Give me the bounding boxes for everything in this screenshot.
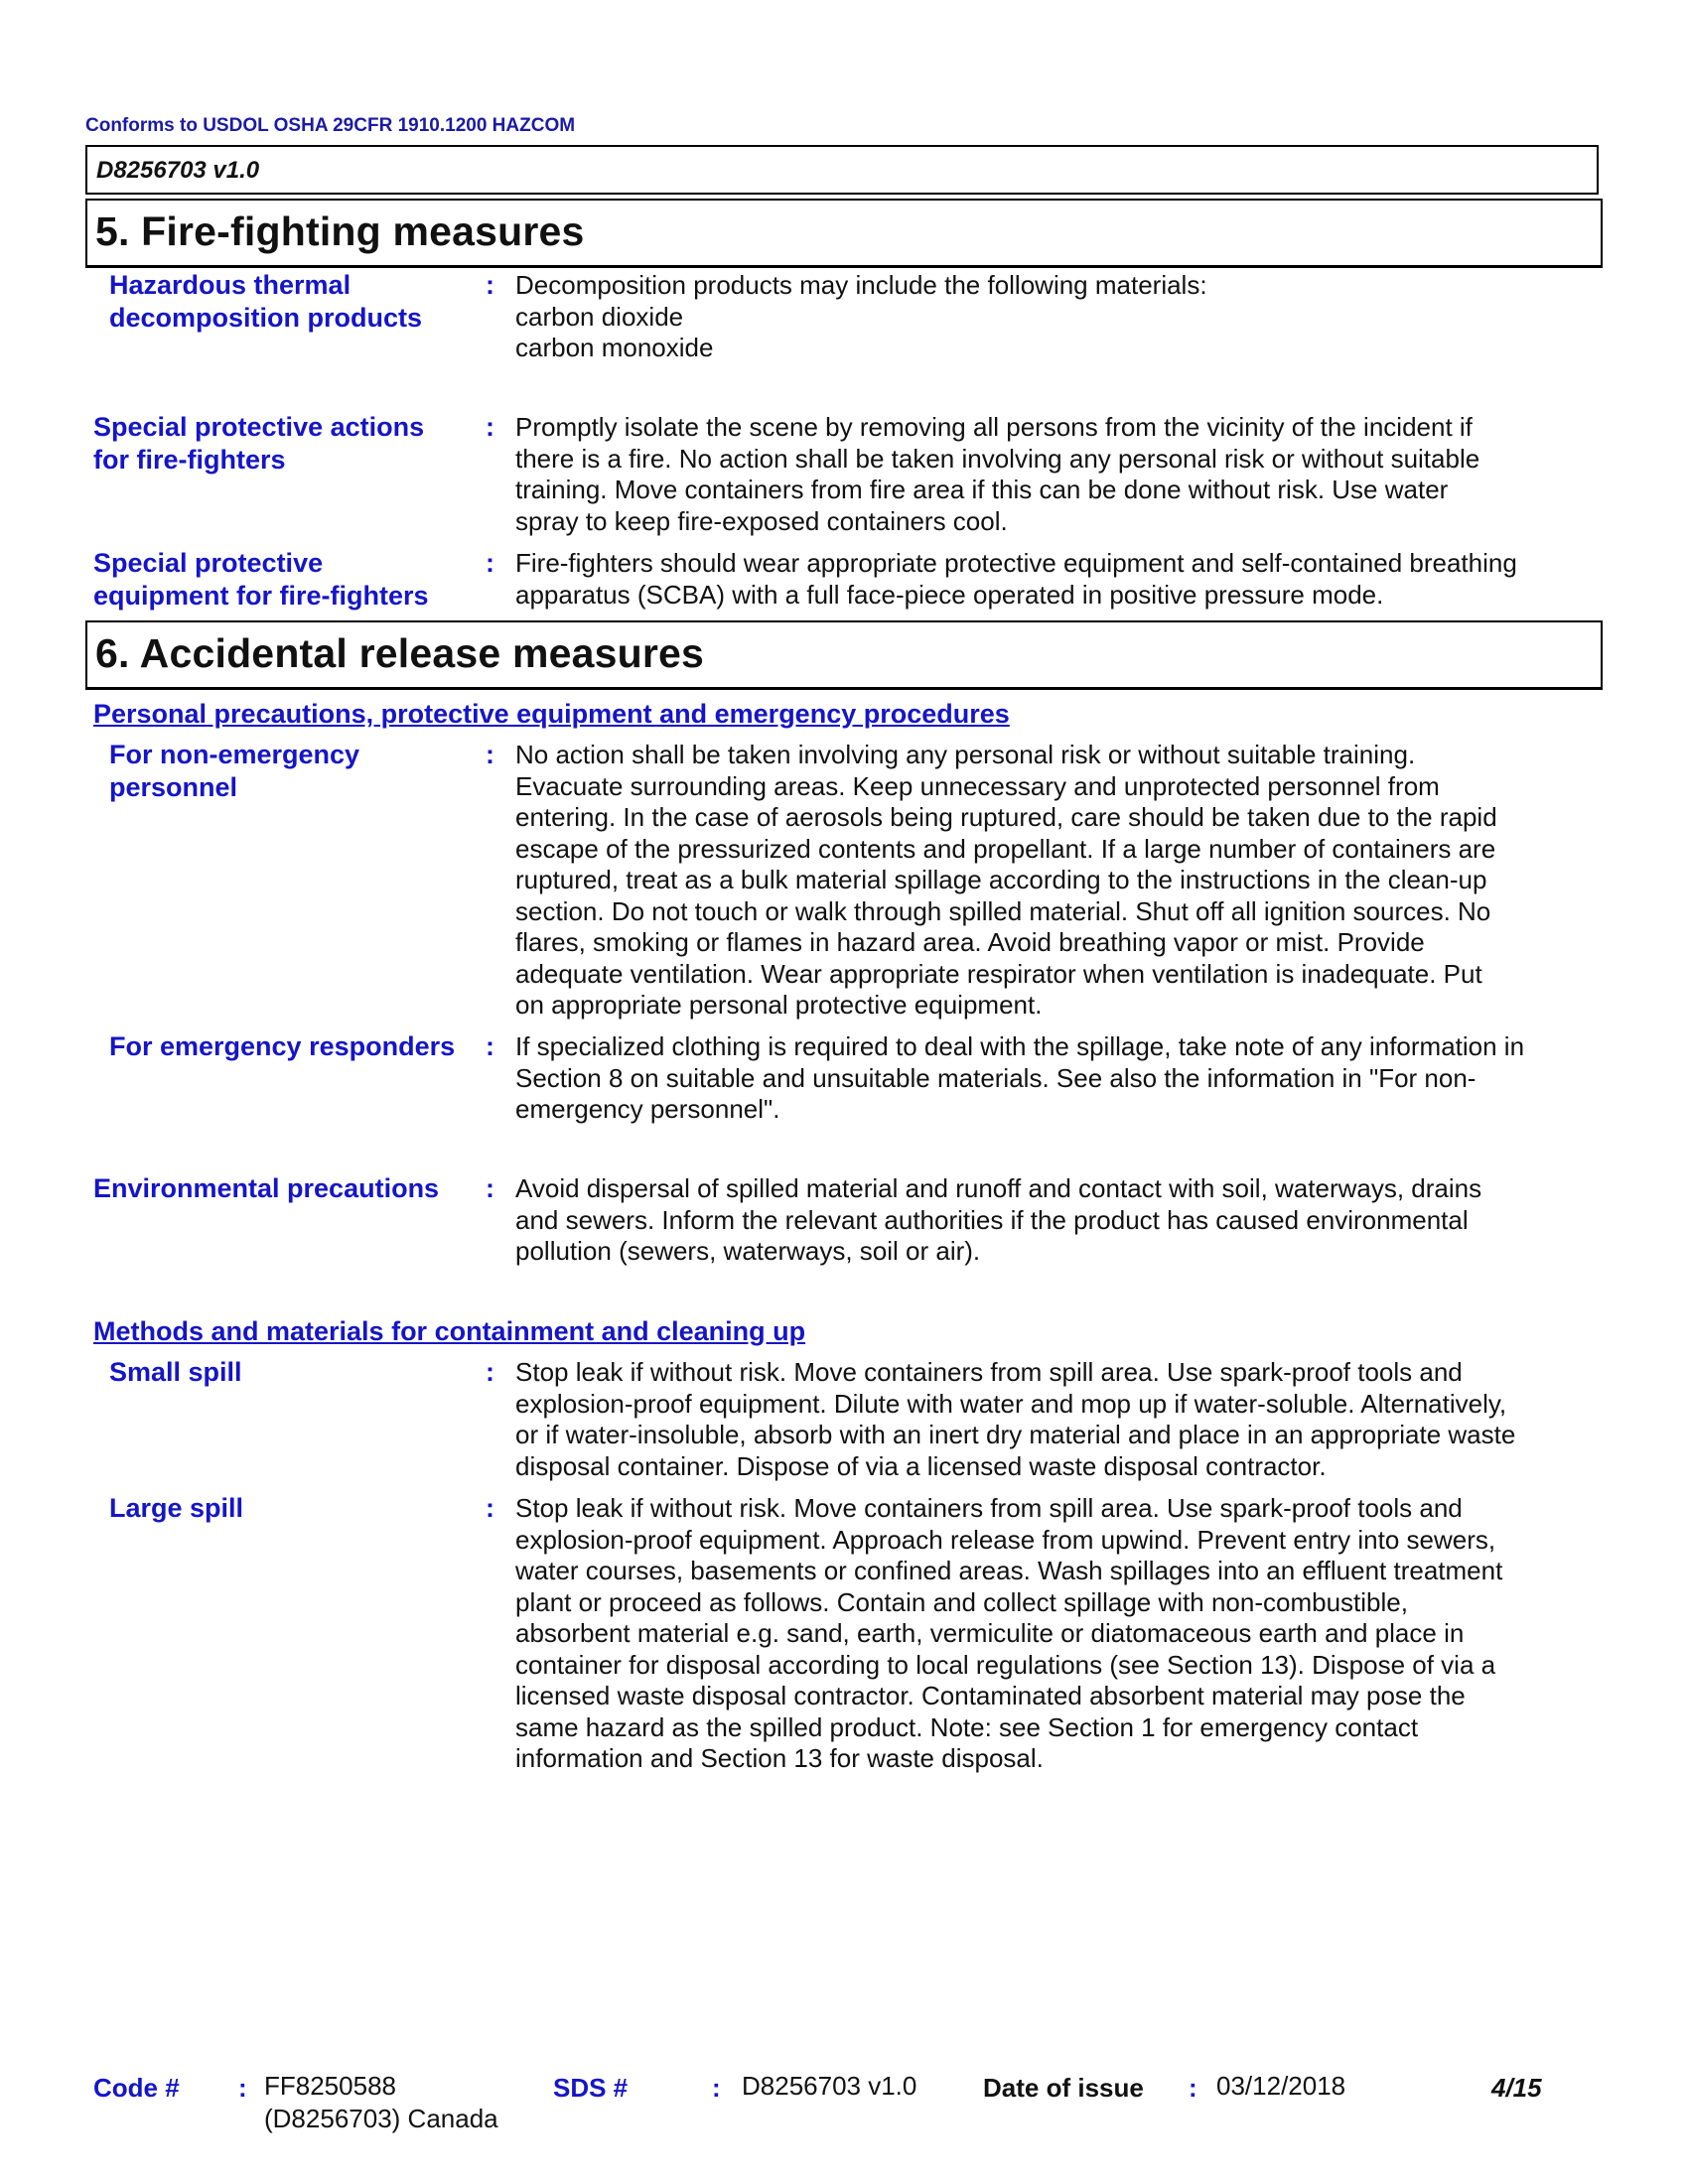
- colon: :: [1189, 2073, 1197, 2103]
- large-spill-value: Stop leak if without risk. Move containers from spill area. Use spark-proof tools and explosion-proof equipment. Approach release from upwind. Prevent entry into sewers, water courses, basements or confined areas. Wash spillages into an effluent treatment plant or proceed as follows. Contain and collect spillage with non-combustible, absorbent material e.g. sand, earth, vermiculite or diatomaceous earth and place in container for disposal according to local regulations (see Section 13). Dispose of via a licensed waste disposal contractor. Contaminated absorbent material may pose the same hazard as the spilled product. Note: see Section 1 for emergency contact information and Section 13 for waste disposal.: [515, 1493, 1503, 1773]
- footer-code-value: FF8250588 (D8256703) Canada: [264, 2071, 498, 2133]
- colon: :: [486, 1031, 494, 1061]
- conformance-statement: Conforms to USDOL OSHA 29CFR 1910.1200 HAZCOM: [85, 115, 576, 136]
- special-actions-label: Special protective actions for fire-fighters: [93, 412, 425, 475]
- footer-code-label: Code #: [93, 2073, 180, 2103]
- section-6-header: [85, 620, 1603, 690]
- colon: :: [238, 2073, 247, 2103]
- section-6-title: 6. Accidental release measures: [95, 630, 705, 676]
- colon: :: [486, 412, 494, 442]
- emergency-responders-label: For emergency responders: [109, 1031, 456, 1061]
- large-spill-label: Large spill: [109, 1493, 244, 1523]
- hazardous-decomposition-label: Hazardous thermal decomposition products: [109, 270, 423, 333]
- special-actions-value: Promptly isolate the scene by removing all persons from the vicinity of the incident if there is a fire. No action shall be taken involving any personal risk or without suitable training. Move containers from fire area if this can be done without risk. Use water spray to keep fire-exposed containers cool.: [515, 412, 1480, 536]
- section-5-header: [85, 199, 1603, 268]
- colon: :: [486, 270, 494, 300]
- non-emergency-value: No action shall be taken involving any personal risk or without suitable training. Evacuate surrounding areas. Keep unnecessary and unprotected personnel from entering. In the case of aerosols being ruptured, care should be taken due to the rapid escape of the pressurized contents and propellant. If a large number of containers are ruptured, treat as a bulk material spillage according to the instructions in the clean-up section. Do not touch or walk through spilled material. Shut off all ignition sources. No flares, smoking or flames in hazard area. Avoid breathing vapor or mist. Provide adequate ventilation. Wear appropriate respirator when ventilation is inadequate. Put on appropriate personal protective equipment.: [515, 740, 1497, 1020]
- colon: :: [486, 548, 494, 578]
- small-spill-label: Small spill: [109, 1357, 242, 1387]
- footer-date-value: 03/12/2018: [1216, 2071, 1346, 2101]
- non-emergency-label: For non-emergency personnel: [109, 740, 360, 802]
- personal-precautions-heading: Personal precautions, protective equipment and emergency procedures: [93, 699, 1010, 729]
- environmental-precautions-value: Avoid dispersal of spilled material and runoff and contact with soil, waterways, drains and sewers. Inform the relevant authorities if the product has caused environmental pollution (sewers, waterways, soil or air).: [515, 1173, 1482, 1266]
- environmental-precautions-label: Environmental precautions: [93, 1173, 440, 1203]
- section-5-title: 5. Fire-fighting measures: [95, 208, 585, 254]
- colon: :: [486, 1493, 494, 1523]
- special-equipment-value: Fire-fighters should wear appropriate protective equipment and self-contained breathing apparatus (SCBA) with a full face-piece operated in positive pressure mode.: [515, 548, 1517, 610]
- footer-sds-label: SDS #: [553, 2073, 629, 2103]
- small-spill-value: Stop leak if without risk. Move containers from spill area. Use spark-proof tools and explosion-proof equipment. Dilute with water and mop up if water-soluble. Alternatively, or if water-insoluble, absorb with an inert dry material and place in an appropriate waste disposal container. Dispose of via a licensed waste disposal contractor.: [515, 1357, 1516, 1481]
- colon: :: [486, 1357, 494, 1387]
- methods-heading: Methods and materials for containment and cleaning up: [93, 1316, 806, 1346]
- colon: :: [486, 740, 494, 769]
- special-equipment-label: Special protective equipment for fire-fighters: [93, 548, 429, 611]
- footer-date-label: Date of issue: [983, 2073, 1144, 2103]
- hazardous-decomposition-value: Decomposition products may include the following materials: carbon dioxide carbon monoxide: [515, 270, 1207, 362]
- colon: :: [486, 1173, 494, 1203]
- page-number: 4/15: [1491, 2073, 1542, 2103]
- emergency-responders-value: If specialized clothing is required to deal with the spillage, take note of any information in Section 8 on suitable and unsuitable materials. See also the information in "For non- emergency personnel".: [515, 1031, 1525, 1124]
- footer-sds-value: D8256703 v1.0: [742, 2071, 917, 2101]
- document-id: D8256703 v1.0: [96, 157, 260, 184]
- colon: :: [712, 2073, 721, 2103]
- document-id-box: [85, 145, 1599, 195]
